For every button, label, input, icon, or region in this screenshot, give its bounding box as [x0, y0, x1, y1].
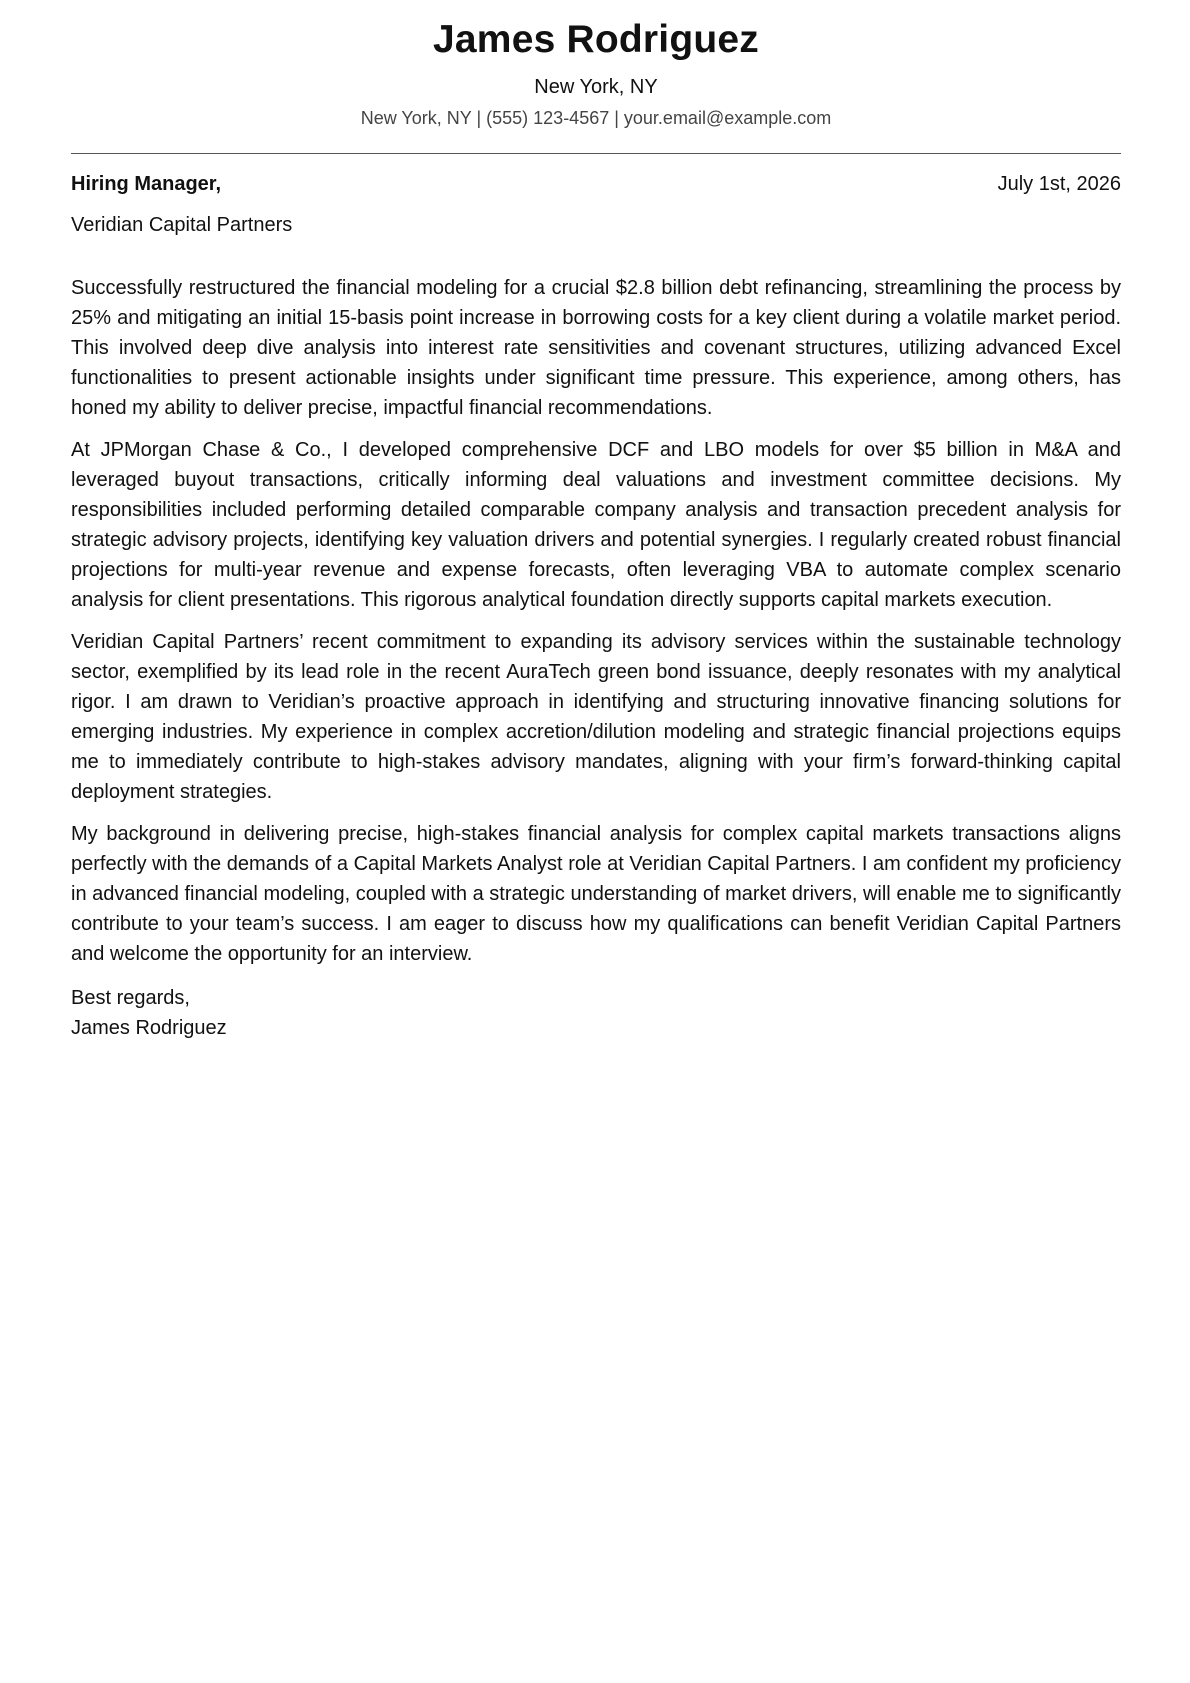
letter-body [71, 273, 1121, 969]
letter-date: July 1st, 2026 [997, 173, 1121, 195]
closing-phrase: Best regards, [71, 987, 190, 1009]
recipient-company: Veridian Capital Partners [71, 214, 293, 236]
contact-line: New York, NY | (555) 123-4567 | your.email@example.com [360, 108, 832, 128]
body-paragraph-2: At JPMorgan Chase & Co., I developed comprehensive DCF and LBO models for over $5 billion in M&A and leveraged buyout transactions, critically informing deal valuations and investment committee decisions. My responsibilities included performing detailed comparable company analysis and transaction precedent analysis for strategic advisory projects, identifying key valuation drivers and potential synergies. I regularly created robust financial projections for multi-year revenue and expense forecasts, often leveraging VBA to automate complex scenario analysis for client presentations. This rigorous analytical foundation directly supports capital markets execution. [71, 439, 1121, 611]
cover-letter-page [71, 0, 1121, 1043]
body-paragraph-3: Veridian Capital Partners’ recent commitment to expanding its advisory services within the sustainable technology sector, exemplified by its lead role in the recent AuraTech green bond issuance, deeply resonates with my analytical rigor. I am drawn to Veridian’s proactive approach in identifying and structuring innovative financing solutions for emerging industries. My experience in complex accretion/dilution modeling and strategic financial projections equips me to immediately contribute to high-stakes advisory mandates, aligning with your firm’s forward-thinking capital deployment strategies. [71, 631, 1121, 803]
closing-block [71, 983, 1121, 1043]
applicant-location: New York, NY [534, 76, 658, 98]
body-paragraph-4: My background in delivering precise, high-stakes financial analysis for complex capital markets transactions aligns perfectly with the demands of a Capital Markets Analyst role at Veridian Capital Partners. I am confident my proficiency in advanced financial modeling, coupled with a strategic understanding of market drivers, will enable me to significantly contribute to your team’s success. I am eager to discuss how my qualifications can benefit Veridian Capital Partners and welcome the opportunity for an interview. [71, 823, 1121, 965]
body-paragraph-1: Successfully restructured the financial modeling for a crucial $2.8 billion debt refinancing, streamlining the process by 25% and mitigating an initial 15-basis point increase in borrowing costs for a key client during a volatile market period. This involved deep dive analysis into interest rate sensitivities and covenant structures, utilizing advanced Excel functionalities to present actionable insights under significant time pressure. This experience, among others, has honed my ability to deliver precise, impactful financial recommendations. [71, 277, 1121, 419]
signature-name: James Rodriguez [71, 1017, 227, 1039]
applicant-name: James Rodriguez [433, 18, 759, 61]
salutation: Hiring Manager, [71, 173, 222, 195]
salutation-date-row [71, 170, 1121, 198]
header-divider [71, 153, 1121, 154]
